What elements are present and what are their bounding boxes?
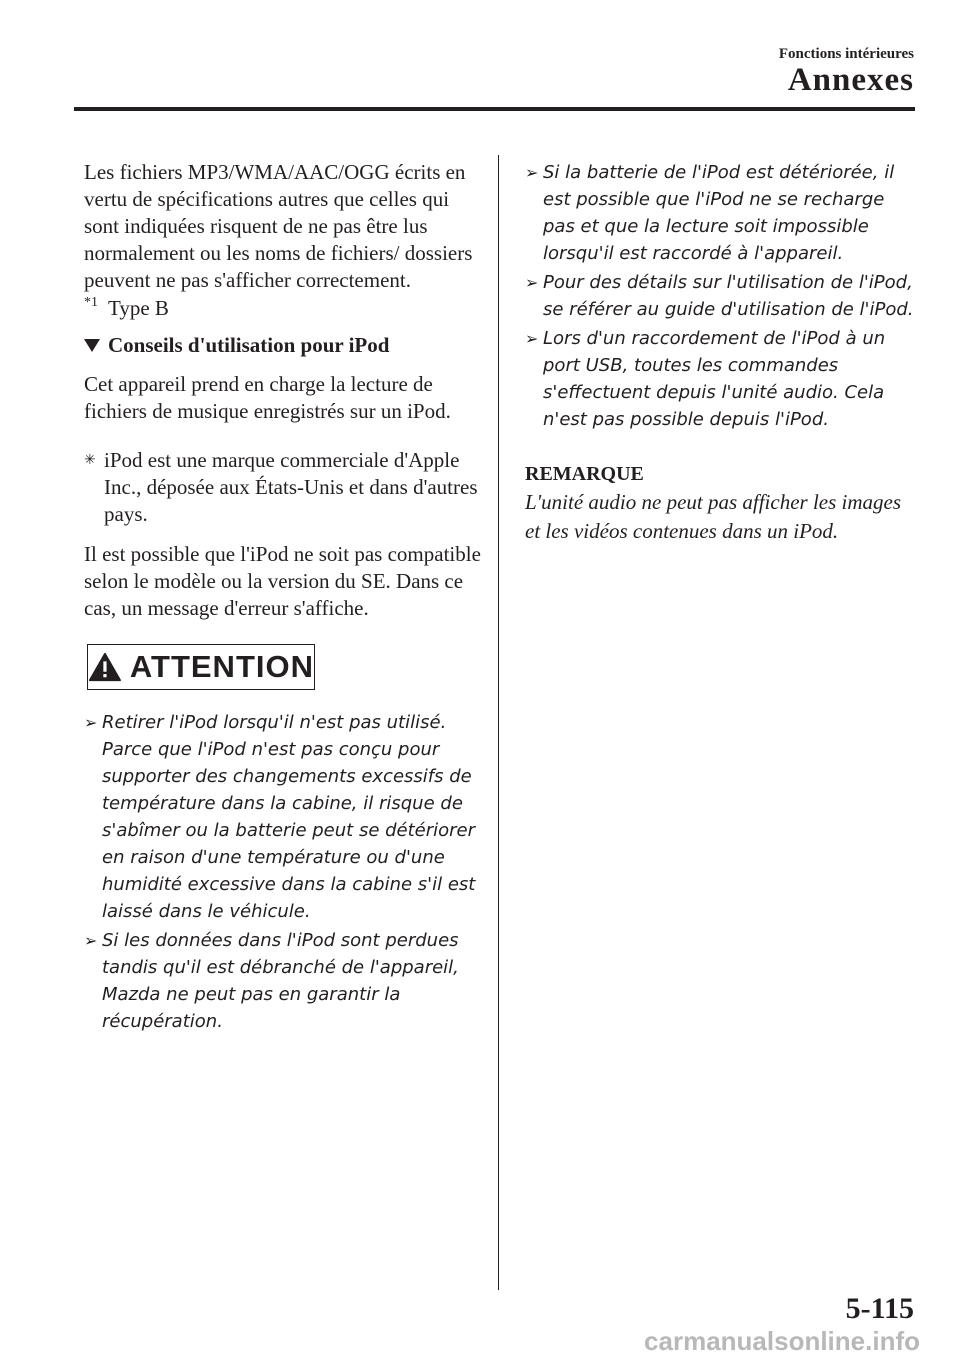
left-column bbox=[84, 159, 484, 1035]
list-item bbox=[84, 709, 484, 925]
right-column bbox=[525, 159, 917, 546]
list-item bbox=[525, 325, 917, 433]
section-heading bbox=[84, 332, 484, 359]
arrow-bullet-icon: ➢ bbox=[84, 713, 98, 732]
paragraph-ipod-support: Cet appareil prend en charge la lecture de fichiers de musique enregistrés sur un iPod. bbox=[84, 372, 451, 423]
arrow-bullet-icon: ➢ bbox=[525, 273, 539, 292]
star-icon: ✳ bbox=[84, 453, 96, 468]
arrow-bullet-icon: ➢ bbox=[525, 329, 539, 348]
header-section: Fonctions intérieures bbox=[778, 46, 914, 62]
footnote bbox=[84, 295, 484, 322]
list-item-text: Retirer l'iPod lorsqu'il n'est pas utilisé. Parce que l'iPod n'est pas conçu pour supporter des changements excessifs de température dans la cabine, il risque de s'abîmer ou la batterie peut se détériorer en raison d'une température ou d'une humidité excessive dans la cabine s'il est laissé dans le véhicule. bbox=[102, 712, 476, 922]
arrow-bullet-icon: ➢ bbox=[84, 931, 98, 950]
trademark-note-text: iPod est une marque commerciale d'Apple Inc., déposée aux États-Unis et dans d'autres pays. bbox=[104, 448, 478, 526]
list-item-text: Pour des détails sur l'utilisation de l'iPod, se référer au guide d'utilisation de l'iPod. bbox=[543, 272, 914, 320]
section-heading-text: Conseils d'utilisation pour iPod bbox=[108, 333, 390, 357]
intro-paragraph: Les fichiers MP3/WMA/AAC/OGG écrits en vertu de spécifications autres que celles qui sont indiquées risquent de ne pas être lus normalement ou les noms de fichiers/ dossiers peuvent ne pas s'afficher correctement. bbox=[84, 160, 473, 292]
paragraph-compatibility: Il est possible que l'iPod ne soit pas compatible selon le modèle ou la version du SE. Dans ce cas, un message d'erreur s'affiche. bbox=[84, 542, 481, 620]
list-item-text: Si la batterie de l'iPod est détériorée, il est possible que l'iPod ne se recharge pas et que la lecture soit impossible lorsqu'il est raccordé à l'appareil. bbox=[543, 162, 895, 264]
attention-list-right bbox=[525, 159, 917, 433]
attention-list-left bbox=[84, 709, 484, 1035]
page-number: 5-115 bbox=[845, 1292, 914, 1325]
warning-icon bbox=[88, 651, 122, 683]
arrow-bullet-icon: ➢ bbox=[525, 163, 539, 182]
list-item-text: Si les données dans l'iPod sont perdues tandis qu'il est débranché de l'appareil, Mazda ne peut pas en garantir la récupération. bbox=[102, 930, 459, 1032]
page-title: Annexes bbox=[787, 62, 914, 98]
triangle-down-icon bbox=[84, 339, 100, 352]
attention-label: ATTENTION bbox=[129, 649, 314, 684]
footnote-mark: *1 bbox=[84, 295, 98, 310]
attention-box bbox=[87, 644, 315, 690]
header-rule bbox=[74, 107, 915, 111]
remark-title: REMARQUE bbox=[525, 463, 644, 485]
list-item bbox=[525, 159, 917, 267]
list-item bbox=[525, 269, 917, 323]
trademark-note bbox=[84, 447, 484, 528]
list-item-text: Lors d'un raccordement de l'iPod à un port USB, toutes les commandes s'effectuent depuis l'unité audio. Cela n'est pas possible depuis l'iPod. bbox=[543, 328, 886, 430]
column-divider bbox=[498, 155, 499, 1290]
footnote-text: Type B bbox=[108, 296, 169, 320]
list-item bbox=[84, 927, 484, 1035]
remark-text: L'unité audio ne peut pas afficher les images et les vidéos contenues dans un iPod. bbox=[525, 490, 902, 543]
watermark: carmanualsonline.info bbox=[644, 1326, 920, 1356]
